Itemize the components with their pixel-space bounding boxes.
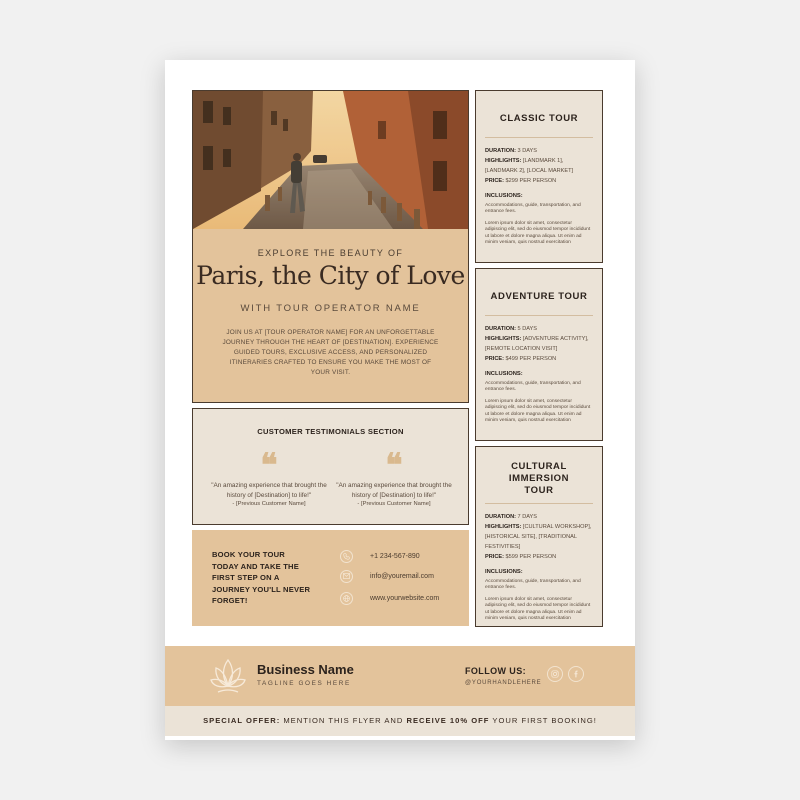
hero-title: Paris, the City of Love	[196, 261, 465, 290]
cta-text: BOOK YOUR TOUR TODAY AND TAKE THE FIRST STEP ON A JOURNEY YOU'LL NEVER FORGET!	[212, 550, 311, 606]
tour-inclusions-label: INCLUSIONS:	[485, 569, 523, 575]
hero-panel	[192, 90, 469, 403]
tour-price: PRICE: $599 PER PERSON	[485, 554, 557, 560]
tour-price: PRICE: $299 PER PERSON	[485, 178, 557, 184]
social-handle: @YOURHANDLEHERE	[465, 680, 542, 686]
tour-divider	[485, 503, 593, 504]
footer-bar	[165, 646, 635, 706]
globe-icon	[340, 592, 353, 605]
contact-phone[interactable]	[340, 548, 420, 564]
tour-inclusions: Accommodations, guide, transportation, and entrance fees.	[485, 579, 581, 591]
tour-highlights: HIGHLIGHTS: [ADVENTURE ACTIVITY], [REMOTE LOCATION VISIT]	[485, 336, 589, 352]
quote-mark-icon: ❝	[260, 446, 278, 484]
hero-subtitle: WITH TOUR OPERATOR NAME	[240, 303, 421, 314]
offer-text-end: YOUR FIRST BOOKING!	[489, 716, 597, 725]
tour-title: CLASSIC TOUR	[499, 113, 579, 124]
tour-title: ADVENTURE TOUR	[490, 291, 588, 302]
business-tagline: TAGLINE GOES HERE	[257, 680, 351, 687]
lotus-logo-icon	[210, 656, 246, 701]
email-address: info@youremail.com	[370, 572, 434, 580]
website-url: www.yourwebsite.com	[370, 594, 440, 602]
tour-card-cultural	[475, 446, 603, 627]
instagram-icon[interactable]	[547, 666, 563, 682]
hero-body: JOIN US AT [TOUR OPERATOR NAME] FOR AN UNFORGETTABLE JOURNEY THROUGH THE HEART OF [DESTINATION]. EXPERIENCE GUIDED TOURS, EXCLUSIVE ACCESS, AND PERSONALIZED ITINERARIES CRAFTED TO ENSURE YOU MAKE THE MOST OF YOUR VISIT.	[222, 329, 439, 376]
booking-cta-panel	[192, 530, 469, 626]
testimonials-title: CUSTOMER TESTIMONIALS SECTION	[257, 427, 404, 436]
offer-label: SPECIAL OFFER:	[203, 716, 281, 725]
business-name: Business Name	[257, 662, 354, 677]
testimonial-author: - [Previous Customer Name]	[357, 501, 431, 507]
testimonial-item	[334, 446, 454, 507]
tour-inclusions: Accommodations, guide, transportation, and entrance fees.	[485, 381, 581, 393]
testimonial-quote: "An amazing experience that brought the history of [Destination] to life!"	[336, 482, 452, 499]
testimonial-item	[209, 446, 329, 507]
tour-duration: DURATION: 7 DAYS	[485, 514, 538, 520]
tour-description: Lorem ipsum dolor sit amet, consectetur adipiscing elit, sed do eiusmod tempor incididunt ut labore et dolore magna aliqua. Ut enim ad minim veniam, quis nostrud exercitation	[485, 398, 591, 424]
phone-icon	[340, 550, 353, 563]
tour-duration: DURATION: 3 DAYS	[485, 148, 538, 154]
testimonials-panel	[192, 408, 469, 525]
tour-highlights: HIGHLIGHTS: [CULTURAL WORKSHOP], [HISTORICAL SITE], [TRADITIONAL FESTIVITIES]	[485, 524, 592, 550]
tour-inclusions-label: INCLUSIONS:	[485, 193, 523, 199]
offer-discount: RECEIVE 10% OFF	[406, 716, 490, 725]
tour-divider	[485, 315, 593, 316]
phone-number: +1 234-567-890	[370, 552, 420, 560]
quote-mark-icon: ❝	[385, 446, 403, 484]
flyer-page	[165, 60, 635, 740]
testimonial-author: - [Previous Customer Name]	[232, 501, 306, 507]
tour-description: Lorem ipsum dolor sit amet, consectetur adipiscing elit, sed do eiusmod tempor incididunt ut labore et dolore magna aliqua. Ut enim ad minim veniam, quis nostrud exercitation	[485, 596, 591, 622]
tour-card-adventure	[475, 268, 603, 441]
street-photo	[193, 91, 468, 229]
contact-website[interactable]	[340, 590, 439, 606]
tour-divider	[485, 137, 593, 138]
testimonial-quote: "An amazing experience that brought the history of [Destination] to life!"	[211, 482, 327, 499]
tour-card-classic	[475, 90, 603, 263]
tour-price: PRICE: $499 PER PERSON	[485, 356, 557, 362]
email-icon	[340, 570, 353, 583]
tour-description: Lorem ipsum dolor sit amet, consectetur adipiscing elit, sed do eiusmod tempor incididunt ut labore et dolore magna aliqua. Ut enim ad minim veniam, quis nostrud exercitation	[485, 220, 591, 246]
tour-duration: DURATION: 5 DAYS	[485, 326, 538, 332]
tour-highlights: HIGHLIGHTS: [LANDMARK 1], [LANDMARK 2], [LOCAL MARKET]	[485, 158, 574, 174]
contact-email[interactable]	[340, 568, 434, 584]
tour-inclusions-label: INCLUSIONS:	[485, 371, 523, 377]
hero-kicker: EXPLORE THE BEAUTY OF	[257, 248, 404, 258]
tour-inclusions: Accommodations, guide, transportation, and entrance fees.	[485, 203, 581, 215]
tour-title: CULTURAL IMMERSION TOUR	[508, 461, 570, 496]
follow-label: FOLLOW US:	[465, 666, 526, 676]
special-offer-banner	[165, 706, 635, 736]
facebook-icon[interactable]	[568, 666, 584, 682]
offer-text: MENTION THIS FLYER AND	[280, 716, 407, 725]
